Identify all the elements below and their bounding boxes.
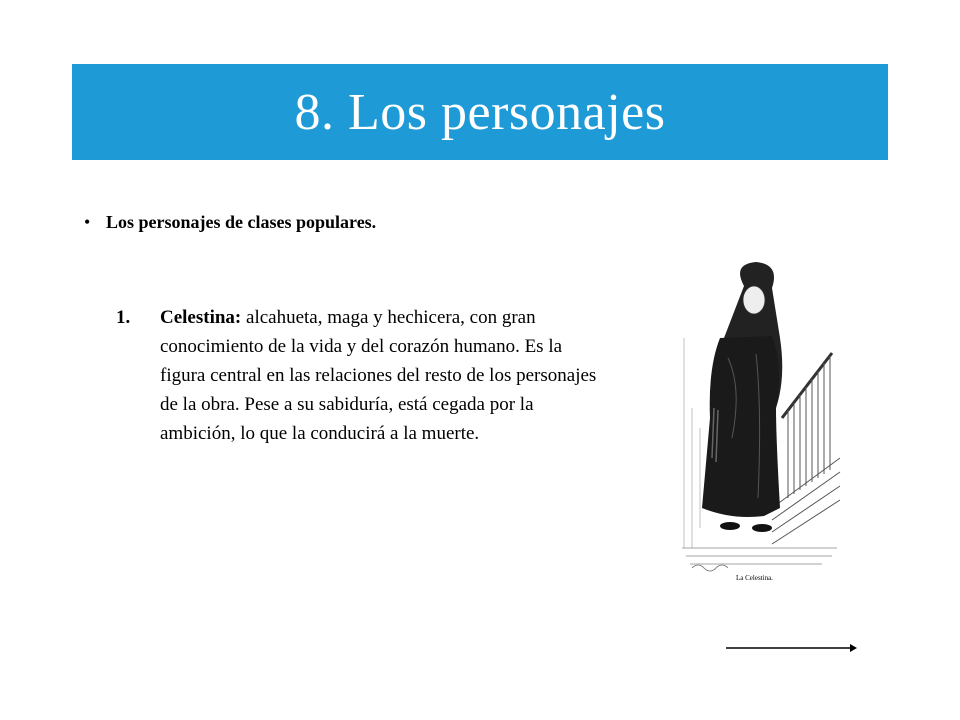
character-name: Celestina:: [160, 307, 242, 328]
slide-title: 8. Los personajes: [294, 83, 666, 141]
arrow-right-icon[interactable]: [726, 640, 858, 656]
character-description: alcahueta, maga y hechicera, con gran conocimiento de la vida y del corazón humano. Es la figura central en las relaciones del resto de los personajes de la obra. Pese a su sabiduría, está cegada por la ambición, lo que la conducirá a la muerte.: [160, 307, 597, 444]
list-item: [116, 303, 606, 448]
bullet-text: Los personajes de clases populares.: [106, 212, 377, 232]
character-list: [116, 303, 606, 448]
list-item-body: [160, 303, 606, 448]
engraving-figure-illustration: [672, 258, 842, 588]
bullet-point: [84, 212, 376, 233]
bullet-dot: •: [84, 212, 91, 232]
list-item-number: 1.: [116, 307, 131, 328]
illustration-caption: La Celestina.: [736, 574, 773, 582]
title-banner: [72, 64, 888, 160]
